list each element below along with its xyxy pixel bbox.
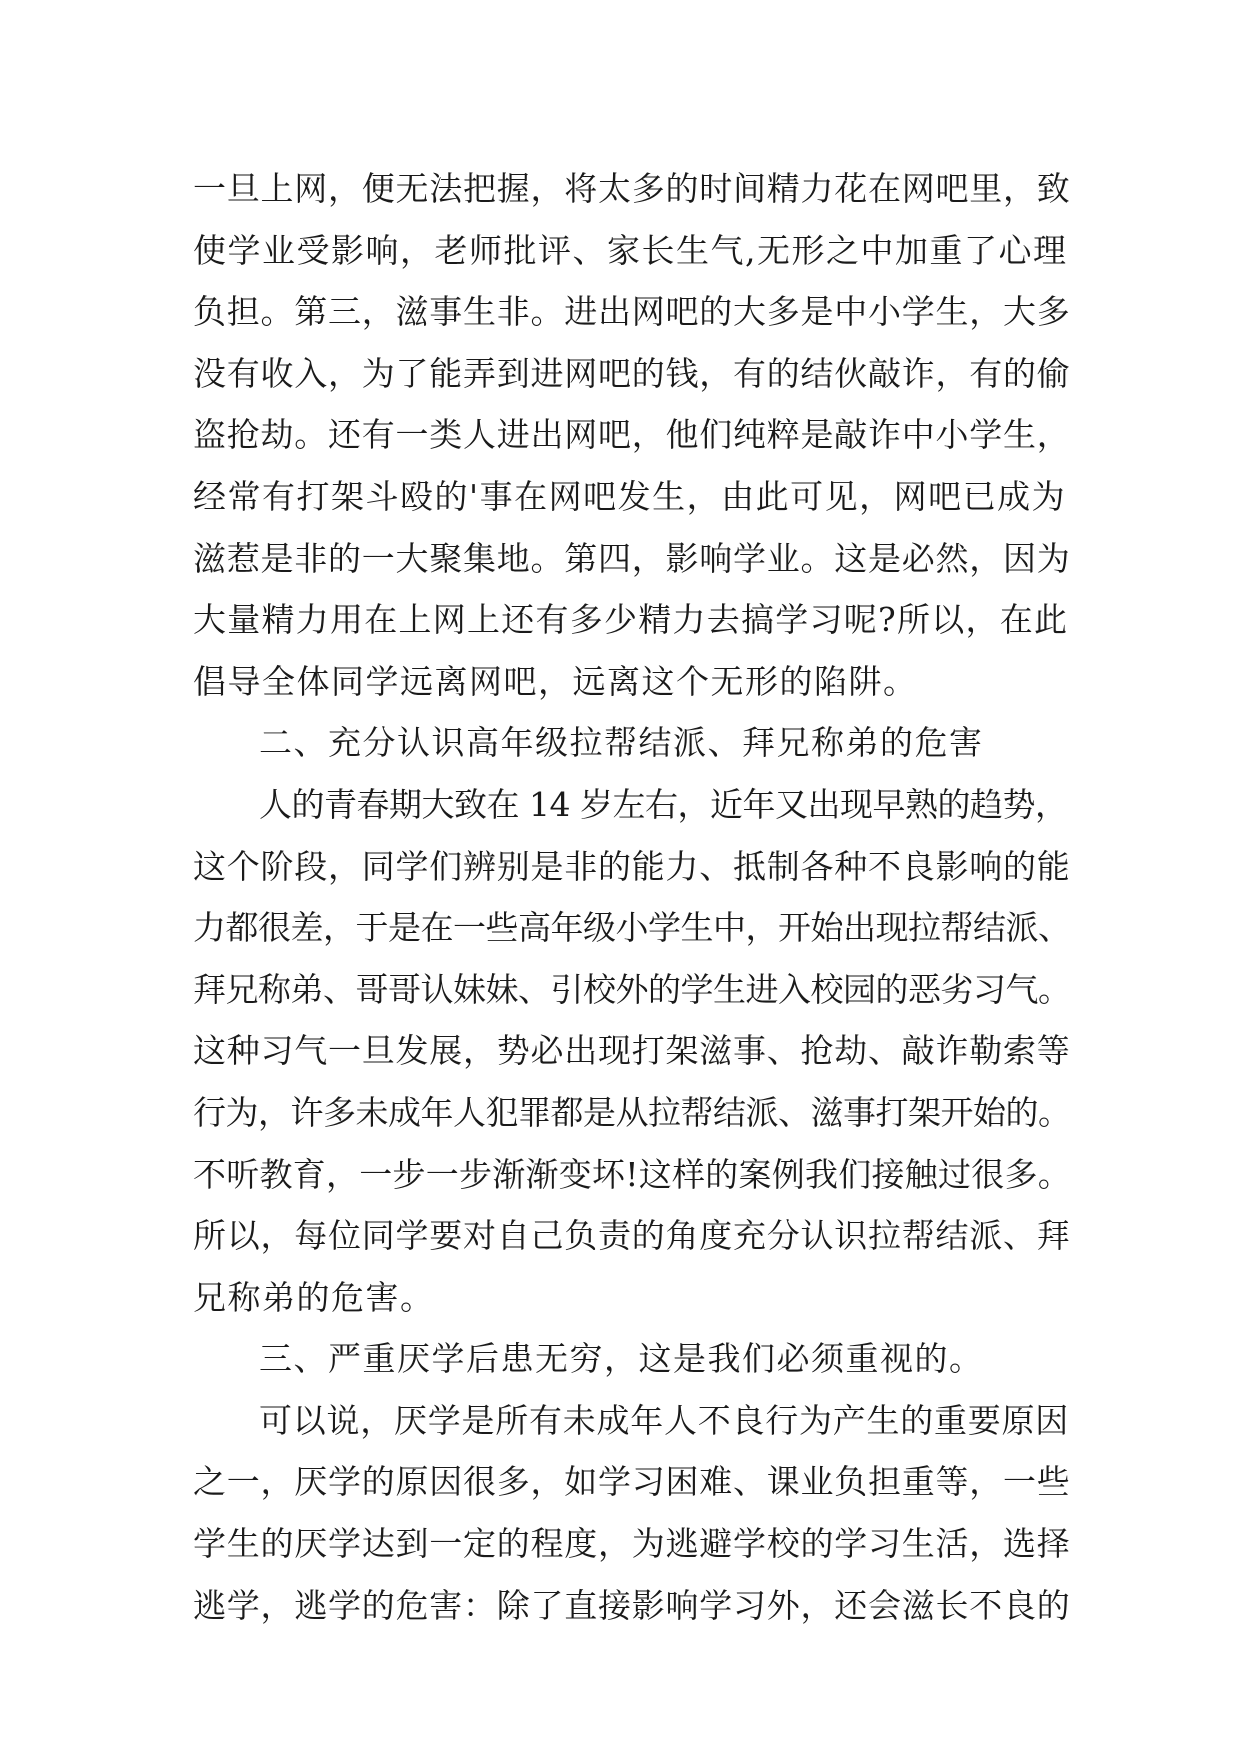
text-line: 这种习气一旦发展，势必出现打架滋事、抢劫、敲诈勒索等	[193, 1031, 1071, 1071]
section-heading: 二、充分认识高年级拉帮结派、拜兄称弟的危害	[259, 723, 984, 763]
text-line: 之一，厌学的原因很多，如学习困难、课业负担重等，一些	[193, 1462, 1071, 1502]
text-line: 盗抢劫。还有一类人进出网吧，他们纯粹是敲诈中小学生，	[193, 415, 1071, 455]
text-line: 拜兄称弟、哥哥认妹妹、引校外的学生进入校园的恶劣习气。	[193, 969, 1071, 1009]
text-line: 倡导全体同学远离网吧，远离这个无形的陷阱。	[193, 661, 918, 701]
text-line: 没有收入，为了能弄到进网吧的钱，有的结伙敲诈，有的偷	[193, 353, 1071, 393]
text-line: 学生的厌学达到一定的程度，为逃避学校的学习生活，选择	[193, 1524, 1071, 1564]
section-heading: 三、严重厌学后患无穷，这是我们必须重视的。	[259, 1339, 984, 1379]
text-line: 滋惹是非的一大聚集地。第四，影响学业。这是必然，因为	[193, 538, 1071, 578]
text-line: 这个阶段，同学们辨别是非的能力、抵制各种不良影响的能	[193, 846, 1071, 886]
text-line: 经常有打架斗殴的'事在网吧发生，由此可见，网吧已成为	[193, 476, 1067, 516]
paragraph-start-line: 人的青春期大致在 14 岁左右，近年又出现早熟的趋势，	[259, 784, 1068, 824]
text-line: 兄称弟的危害。	[193, 1277, 435, 1317]
text-line: 大量精力用在上网上还有多少精力去搞学习呢?所以，在此	[193, 600, 1069, 640]
document-body	[193, 158, 1073, 1636]
paragraph-start-line: 可以说，厌学是所有未成年人不良行为产生的重要原因	[259, 1400, 1069, 1440]
text-line: 使学业受影响，老师批评、家长生气,无形之中加重了心理	[193, 230, 1068, 270]
text-line: 所以，每位同学要对自己负责的角度充分认识拉帮结派、拜	[193, 1216, 1071, 1256]
text-line: 力都很差，于是在一些高年级小学生中，开始出现拉帮结派、	[193, 908, 1071, 948]
text-line: 负担。第三，滋事生非。进出网吧的大多是中小学生，大多	[193, 292, 1071, 332]
text-line: 一旦上网，便无法把握，将太多的时间精力花在网吧里，致	[193, 169, 1071, 208]
text-line: 不听教育，一步一步渐渐变坏!这样的案例我们接触过很多。	[193, 1154, 1072, 1194]
text-line: 逃学，逃学的危害：除了直接影响学习外，还会滋长不良的	[193, 1585, 1071, 1625]
text-line: 行为，许多未成年人犯罪都是从拉帮结派、滋事打架开始的。	[193, 1092, 1071, 1132]
